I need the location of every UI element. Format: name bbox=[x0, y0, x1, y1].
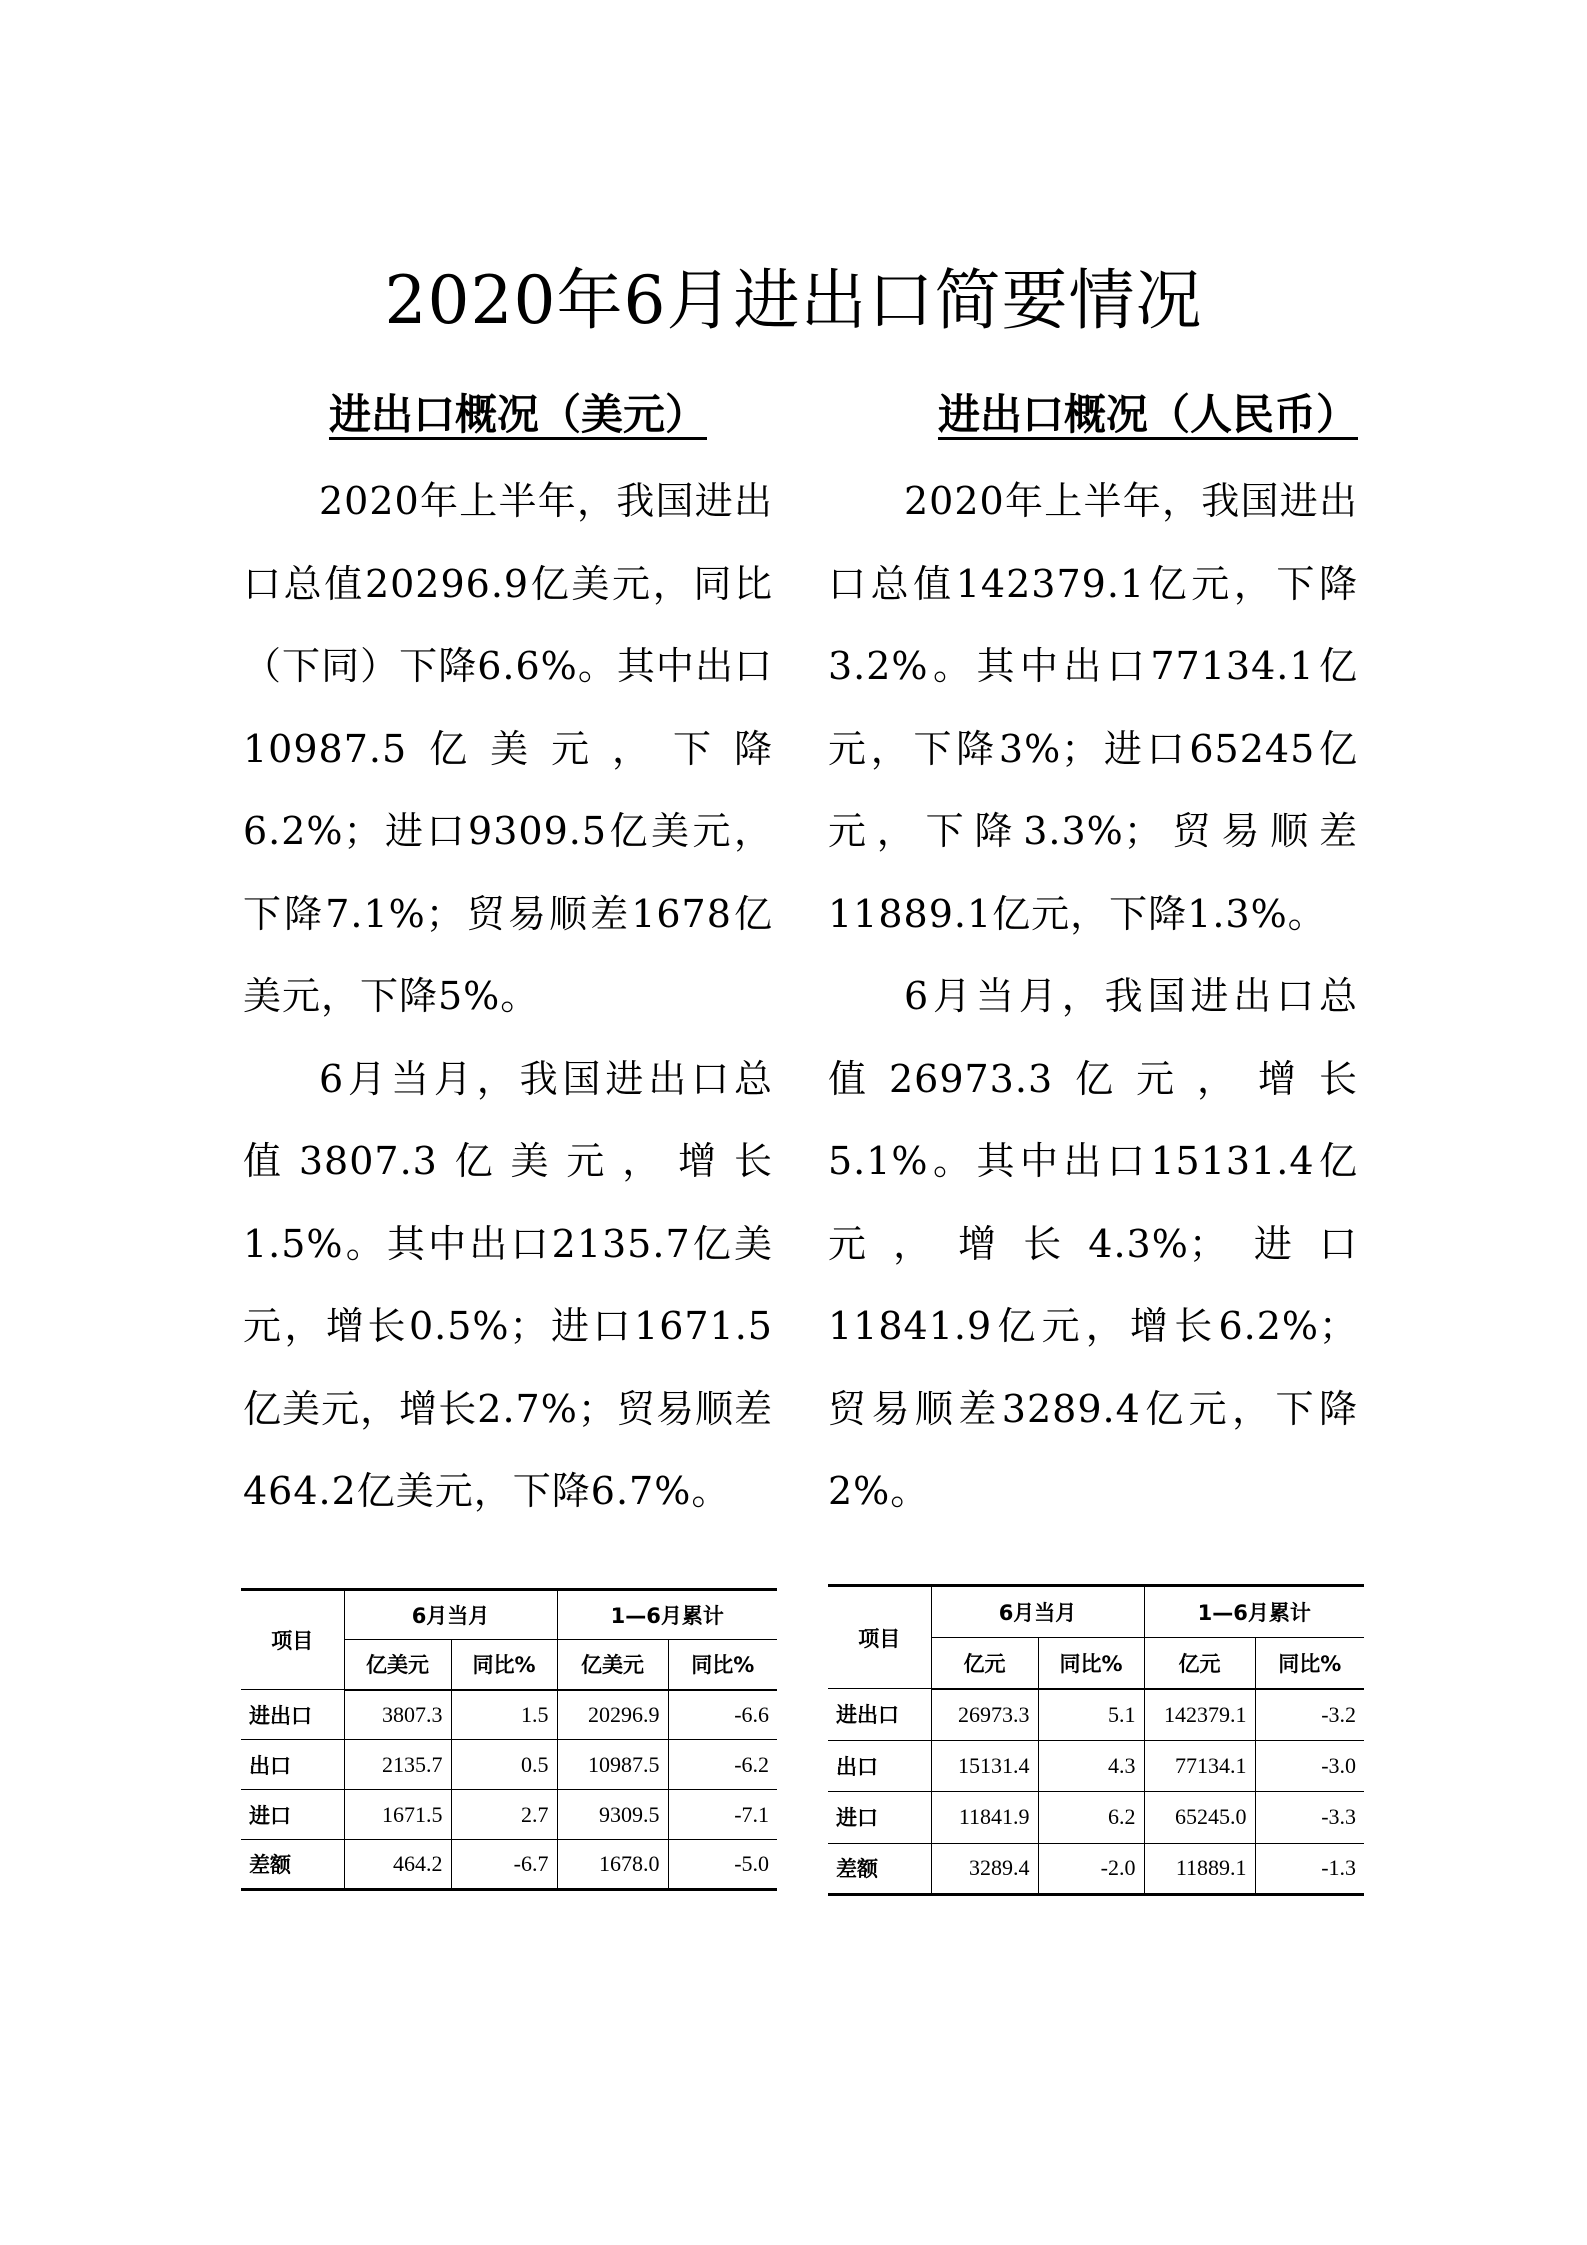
month-value: 3289.4 bbox=[931, 1843, 1038, 1895]
rmb-overview-section bbox=[828, 380, 1358, 1533]
month-yoy: 5.1 bbox=[1038, 1689, 1144, 1741]
cumulative-value: 10987.5 bbox=[557, 1740, 668, 1790]
cumulative-value: 142379.1 bbox=[1144, 1689, 1255, 1741]
cumulative-yoy: -3.2 bbox=[1255, 1689, 1364, 1741]
month-group-header: 6月当月 bbox=[344, 1590, 557, 1640]
table-row bbox=[241, 1840, 777, 1890]
month-yoy: 4.3 bbox=[1038, 1740, 1144, 1792]
item-header: 项目 bbox=[828, 1586, 931, 1689]
row-name: 出口 bbox=[828, 1740, 931, 1792]
cumulative-yoy: -7.1 bbox=[668, 1790, 777, 1840]
month-value: 464.2 bbox=[344, 1840, 451, 1890]
usd-overview-section bbox=[243, 380, 773, 1533]
month-value: 1671.5 bbox=[344, 1790, 451, 1840]
cumulative-value: 1678.0 bbox=[557, 1840, 668, 1890]
rmb-stats-table bbox=[828, 1584, 1364, 1896]
row-name: 进口 bbox=[828, 1792, 931, 1844]
cumulative-yoy: -6.2 bbox=[668, 1740, 777, 1790]
usd-overview-heading: 进出口概况（美元） bbox=[328, 390, 707, 439]
cumulative-value: 11889.1 bbox=[1144, 1843, 1255, 1895]
month-value: 2135.7 bbox=[344, 1740, 451, 1790]
table-group-header-row bbox=[828, 1586, 1364, 1638]
cumulative-value-header: 亿美元 bbox=[557, 1640, 668, 1690]
cumulative-yoy: -5.0 bbox=[668, 1840, 777, 1890]
rmb-june-paragraph: 6月当月，我国进出口总值26973.3亿元，增长5.1%。其中出口15131.4亿元，增长4.3%；进口11841.9亿元，增长6.2%；贸易顺差3289.4亿元，下降2%。 bbox=[828, 974, 1358, 1513]
month-value: 26973.3 bbox=[931, 1689, 1038, 1741]
month-yoy: 1.5 bbox=[451, 1690, 557, 1740]
cumulative-yoy: -6.6 bbox=[668, 1690, 777, 1740]
table-row bbox=[241, 1740, 777, 1790]
table-row bbox=[828, 1689, 1364, 1741]
cumulative-value: 9309.5 bbox=[557, 1790, 668, 1840]
usd-half-year-paragraph: 2020年上半年，我国进出口总值20296.9亿美元，同比（下同）下降6.6%。其中出口10987.5亿美元，下降6.2%；进口9309.5亿美元，下降7.1%；贸易顺差1678亿美元，下降5%。 bbox=[243, 479, 773, 1018]
table-row bbox=[241, 1790, 777, 1840]
item-header: 项目 bbox=[241, 1590, 344, 1690]
cumulative-group-header: 1—6月累计 bbox=[557, 1590, 777, 1640]
cumulative-yoy-header: 同比% bbox=[668, 1640, 777, 1690]
month-value-header: 亿美元 bbox=[344, 1640, 451, 1690]
cumulative-yoy: -1.3 bbox=[1255, 1843, 1364, 1895]
row-name: 进出口 bbox=[828, 1689, 931, 1741]
cumulative-value: 20296.9 bbox=[557, 1690, 668, 1740]
rmb-overview-heading: 进出口概况（人民币） bbox=[937, 390, 1358, 439]
month-yoy: 2.7 bbox=[451, 1790, 557, 1840]
month-group-header: 6月当月 bbox=[931, 1586, 1144, 1638]
row-name: 进出口 bbox=[241, 1690, 344, 1740]
month-yoy-header: 同比% bbox=[451, 1640, 557, 1690]
month-yoy: 0.5 bbox=[451, 1740, 557, 1790]
page-title: 2020年6月进出口简要情况 bbox=[384, 262, 1203, 340]
cumulative-yoy: -3.3 bbox=[1255, 1792, 1364, 1844]
cumulative-value: 65245.0 bbox=[1144, 1792, 1255, 1844]
table-group-header-row bbox=[241, 1590, 777, 1640]
row-name: 差额 bbox=[241, 1840, 344, 1890]
table-row bbox=[828, 1843, 1364, 1895]
table-row bbox=[241, 1690, 777, 1740]
cumulative-yoy: -3.0 bbox=[1255, 1740, 1364, 1792]
month-value: 11841.9 bbox=[931, 1792, 1038, 1844]
row-name: 差额 bbox=[828, 1843, 931, 1895]
row-name: 出口 bbox=[241, 1740, 344, 1790]
usd-june-paragraph: 6月当月，我国进出口总值3807.3亿美元，增长1.5%。其中出口2135.7亿美元，增长0.5%；进口1671.5亿美元，增长2.7%；贸易顺差464.2亿美元，下降6.7%。 bbox=[243, 1056, 773, 1513]
month-yoy: -6.7 bbox=[451, 1840, 557, 1890]
table-row bbox=[828, 1740, 1364, 1792]
cumulative-group-header: 1—6月累计 bbox=[1144, 1586, 1364, 1638]
month-value-header: 亿元 bbox=[931, 1637, 1038, 1689]
month-yoy: -2.0 bbox=[1038, 1843, 1144, 1895]
rmb-half-year-paragraph: 2020年上半年，我国进出口总值142379.1亿元，下降3.2%。其中出口77134.1亿元，下降3%；进口65245亿元，下降3.3%；贸易顺差11889.1亿元，下降1.3%。 bbox=[828, 479, 1358, 936]
usd-stats-table bbox=[241, 1588, 777, 1891]
month-yoy: 6.2 bbox=[1038, 1792, 1144, 1844]
month-value: 15131.4 bbox=[931, 1740, 1038, 1792]
cumulative-value-header: 亿元 bbox=[1144, 1637, 1255, 1689]
month-yoy-header: 同比% bbox=[1038, 1637, 1144, 1689]
cumulative-value: 77134.1 bbox=[1144, 1740, 1255, 1792]
row-name: 进口 bbox=[241, 1790, 344, 1840]
month-value: 3807.3 bbox=[344, 1690, 451, 1740]
cumulative-yoy-header: 同比% bbox=[1255, 1637, 1364, 1689]
table-row bbox=[828, 1792, 1364, 1844]
